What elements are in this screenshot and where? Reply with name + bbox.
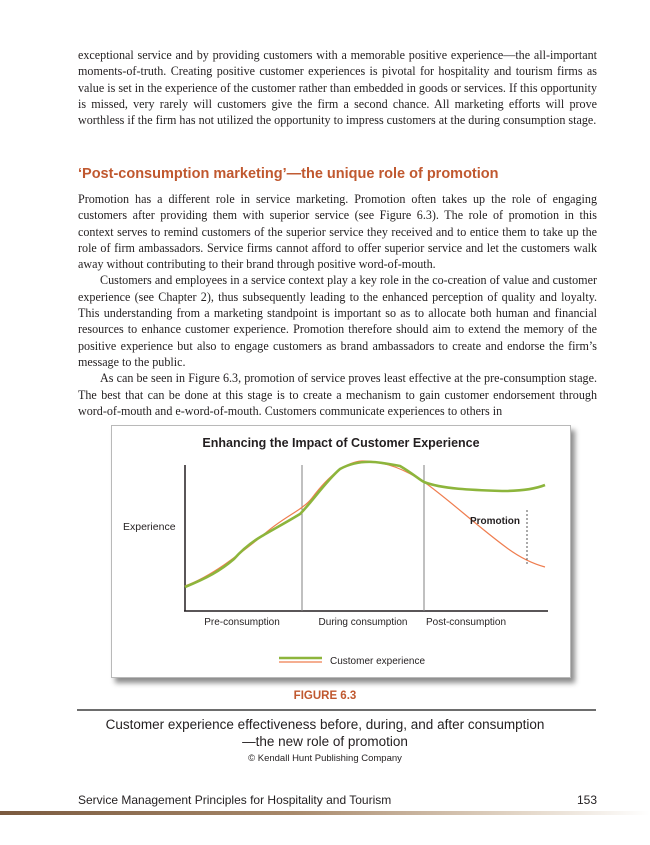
promotion-label: Promotion [470, 516, 520, 527]
section-heading: ‘Post-consumption marketing’—the unique role of promotion [78, 166, 499, 182]
diagram-canvas [112, 426, 570, 677]
body-paragraph-3: As can be seen in Figure 6.3, promotion of service proves least effective at the pre-consumption stage. The best that can be done at this stage is to create a mechanism to gain customer endorsement through word-of-mouth and e-word-of-mouth. Customers communicate experiences to others in [78, 371, 597, 418]
diagram-title: Enhancing the Impact of Customer Experience [202, 436, 480, 450]
body-paragraph-1: Promotion has a different role in service marketing. Promotion often takes up the role of engaging customers after providing them with superior service (see Figure 6.3). The role of promotion in this context serves to remind customers of the superior service they received and to entice them to take up the role of firm ambassadors. Service firms cannot afford to offer superior service and let the customers walk away without contributing to their brand through positive word-of-mouth. [78, 192, 597, 272]
figure-label: FIGURE 6.3 [293, 690, 357, 702]
y-axis-label: Experience [123, 521, 176, 533]
figure-rule [77, 709, 596, 711]
stage-label-pre: Pre-consumption [204, 617, 280, 628]
intro-paragraph [78, 47, 597, 128]
stage-label-during: During consumption [318, 617, 408, 628]
page-number: 153 [576, 793, 597, 807]
body-text [78, 191, 597, 419]
stage-label-post: Post-consumption [425, 617, 507, 628]
footer-book-title: Service Management Principles for Hospitality and Tourism [78, 793, 392, 807]
figure-6-3-diagram [111, 425, 571, 678]
body-paragraph-2: Customers and employees in a service context play a key role in the co-creation of value and customer experience (see Chapter 2), thus subsequently leading to the enhanced perception of quality and loyalty. This understanding from a marketing standpoint is important so as to allocate both human and financial resources to enhance customer experience. Promotion therefore should aim to extend the memory of the positive experience but also to engage customers as brand ambassadors to create and endorse the firm’s message to the public. [78, 273, 597, 369]
figure-credit: © Kendall Hunt Publishing Company [248, 753, 402, 764]
footer-bar [0, 811, 650, 815]
intro-paragraph-text: exceptional service and by providing customers with a memorable positive experience—the all-important moments-of-truth. Creating positive customer experiences is pivotal for hospitality and tourism firms as value is set in the experience of the customer rather than embedded in goods or services. If this opportunity is missed, very rarely will customers give the firm a second chance. All marketing efforts will prove worthless if the firm has not utilized the opportunity to impress customers at the during consumption stage. [78, 48, 597, 128]
figure-caption: Customer experience effectiveness before, during, and after consumption—the new role of promotion [105, 717, 545, 749]
legend-label: Customer experience [330, 656, 426, 667]
